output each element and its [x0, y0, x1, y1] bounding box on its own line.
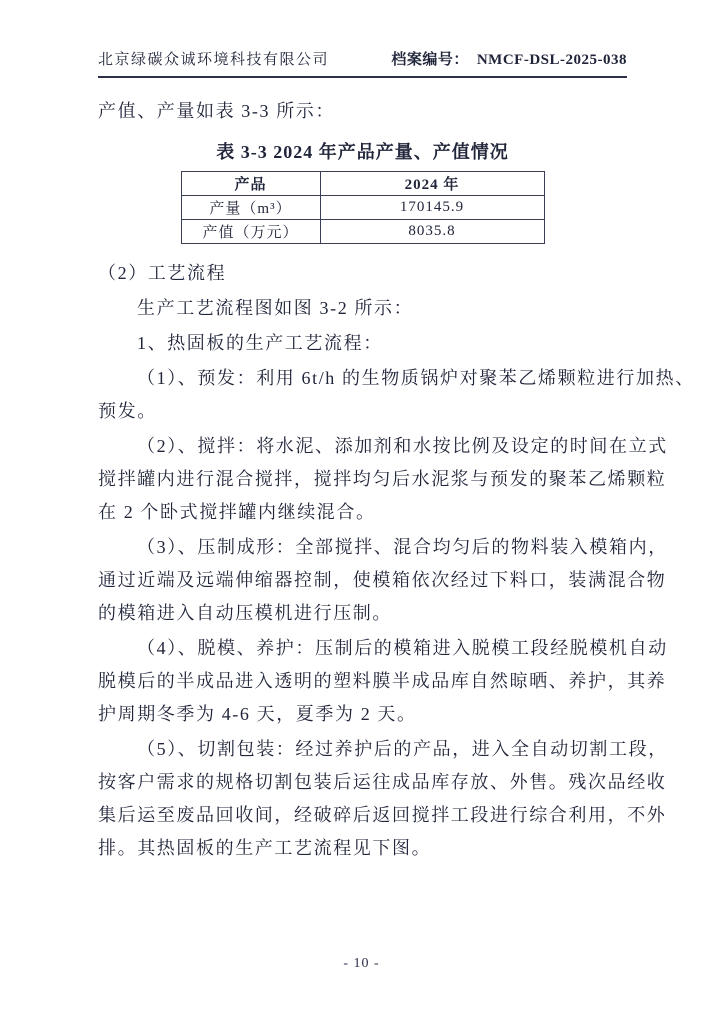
- archive-number-value: NMCF-DSL-2025-038: [476, 52, 627, 68]
- step-line: 排。其热固板的生产工艺流程见下图。: [98, 838, 432, 858]
- step-paragraph-3: [98, 531, 668, 630]
- step-paragraph-4: [98, 632, 668, 731]
- row-label: 产量（m³）: [181, 196, 320, 220]
- production-table: [181, 171, 545, 244]
- step-line: 预发。: [98, 401, 157, 421]
- flow-intro-line: 生产工艺流程图如图 3-2 所示：: [137, 298, 414, 318]
- table-row-value: [181, 220, 544, 244]
- archive-label: 档案编号：: [391, 52, 469, 68]
- header-company-name: 北京绿碳众诚环境科技有限公司: [98, 52, 330, 68]
- row-label: 产值（万元）: [181, 220, 320, 244]
- row-value: 8035.8: [320, 220, 544, 244]
- step-paragraph-2: [98, 430, 668, 529]
- table-title: 表 3-3 2024 年产品产量、产值情况: [216, 142, 509, 162]
- intro-paragraph: 产值、产量如表 3-3 所示：: [98, 101, 335, 121]
- table-header-row: [181, 172, 544, 196]
- table-header-year: 2024 年: [320, 172, 544, 196]
- step-line: 的模箱进入自动压模机进行压制。: [98, 603, 392, 623]
- step-line: 搅拌罐内进行混合搅拌，搅拌均匀后水泥浆与预发的聚苯乙烯颗粒: [98, 469, 667, 489]
- step-line: （2）、搅拌：将水泥、添加剂和水按比例及设定的时间在立式: [137, 436, 668, 456]
- process-section-heading: （2）工艺流程: [98, 263, 227, 283]
- step-line: 通过近端及远端伸缩器控制，使模箱依次经过下料口，装满混合物: [98, 570, 667, 590]
- step-line: 集后运至废品回收间，经破碎后返回搅拌工段进行综合利用，不外: [98, 805, 667, 825]
- item-heading-line: 1、热固板的生产工艺流程：: [137, 333, 383, 353]
- page-number: - 10 -: [343, 956, 380, 971]
- table-row-output: [181, 196, 544, 220]
- document-header: [98, 48, 627, 78]
- step-line: （4）、脱模、养护：压制后的模箱进入脱模工段经脱模机自动: [137, 638, 668, 658]
- step-line: 在 2 个卧式搅拌罐内继续混合。: [98, 502, 376, 522]
- header-archive-number: [391, 48, 627, 69]
- step-line: （3）、压制成形：全部搅拌、混合均匀后的物料装入模箱内，: [137, 537, 668, 557]
- step-paragraph-5: [98, 733, 668, 865]
- step-line: （1）、预发：利用 6t/h 的生物质锅炉对聚苯乙烯颗粒进行加热、: [137, 368, 695, 388]
- step-line: 脱模后的半成品进入透明的塑料膜半成品库自然晾晒、养护，其养: [98, 671, 667, 691]
- document-body: [98, 95, 695, 865]
- table-header-product: 产品: [181, 172, 320, 196]
- step-line: （5）、切割包装：经过养护后的产品，进入全自动切割工段，: [137, 739, 668, 759]
- step-line: 按客户需求的规格切割包装后运往成品库存放、外售。残次品经收: [98, 772, 667, 792]
- step-line: 护周期冬季为 4-6 天，夏季为 2 天。: [98, 704, 417, 724]
- step-paragraph-1: [98, 362, 695, 428]
- row-value: 170145.9: [320, 196, 544, 220]
